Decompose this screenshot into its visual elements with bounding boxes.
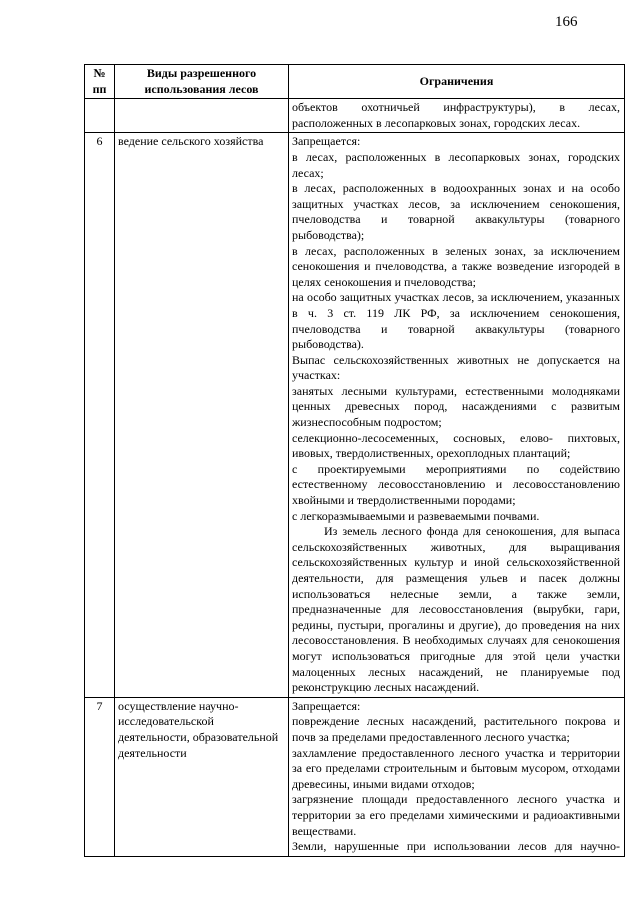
usage-type [115, 99, 289, 133]
header-num: № пп [85, 65, 115, 99]
header-restrictions: Ограничения [289, 65, 625, 99]
restriction-paragraph: в лесах, расположенных в водоохранных зонах и на особо защитных участках лесов, за исключением сенокошения, пчеловодства и товарной аквакультуры (товарного рыбоводства); [292, 181, 620, 242]
restriction-paragraph: Земли, нарушенные при использовании лесов для научно- [292, 839, 620, 854]
header-usage: Виды разрешенного использования лесов [115, 65, 289, 99]
usage-type: ведение сельского хозяйства [115, 133, 289, 697]
row-number: 6 [85, 133, 115, 697]
restrictions-text [289, 99, 625, 133]
restrictions-table [84, 64, 625, 857]
table-row [85, 99, 625, 133]
row-number [85, 99, 115, 133]
restriction-paragraph: Запрещается: [292, 698, 361, 713]
restriction-paragraph: на особо защитных участках лесов, за исключением, указанных в ч. 3 ст. 119 ЛК РФ, за исключением сенокошения, пчеловодства и товарной аквакультуры (товарного рыбоводства). [292, 290, 620, 352]
restriction-paragraph: с проектируемыми мероприятиями по содействию естественному лесовосстановлению и лесовосстановлению хвойными и твердолиственными породами; [292, 461, 620, 508]
page-number: 166 [555, 14, 578, 30]
restriction-paragraph: Выпас сельскохозяйственных животных не допускается на участках: [292, 352, 620, 383]
restriction-paragraph: в лесах, расположенных в зеленых зонах, за исключением сенокошения и пчеловодства, а также возведение изгородей в целях сенокошения и пчеловодства; [292, 243, 620, 289]
usage-type: осуществление научно-исследовательской деятельности, образовательной деятельности [115, 697, 289, 856]
restriction-paragraph: в лесах, расположенных в лесопарковых зонах, городских лесах; [292, 149, 620, 180]
restriction-paragraph: селекционно-лесосеменных, сосновых, елово- пихтовых, ивовых, твердолиственных, орехоплодных плантаций; [292, 430, 620, 461]
restriction-paragraph: Из земель лесного фонда для сенокошения, для выпаса сельскохозяйственных животных, для выращивания сельскохозяйственных культур и иной сельскохозяйственной деятельности, для размещения ульев и пасек должны использоваться нелесные земли, а также земли, предназначенные для лесовосстановления (вырубки, гари, редины, пустыри, прогалины и другие), до проведения на них лесовосстановления. В необходимых случаях для сенокошения могут использоваться пригодные для этой цели участки малоценных лесных насаждений, не планируемые под реконструкцию лесных насаждений. [292, 524, 620, 695]
table-row [85, 697, 625, 856]
restrictions-text [289, 697, 625, 856]
restriction-paragraph: загрязнение площади предоставленного лесного участка и территории за его пределами химическими и радиоактивными веществами. [292, 792, 620, 838]
restriction-paragraph: с легкоразмываемыми и развеваемыми почвами. [292, 508, 540, 523]
row-number: 7 [85, 697, 115, 856]
table-row [85, 133, 625, 697]
restriction-paragraph: повреждение лесных насаждений, растительного покрова и почв за пределами предоставленного лесного участка; [292, 714, 620, 744]
restriction-paragraph: расположенных в лесопарковых зонах, городских лесах. [292, 115, 581, 130]
restriction-paragraph: захламление предоставленного лесного участка и территории за его пределами строительным и бытовым мусором, отходами древесины, иными видами отходов; [292, 745, 620, 791]
table-header-row [85, 65, 625, 99]
restrictions-text [289, 133, 625, 697]
restriction-paragraph: объектов охотничьей инфраструктуры), в лесах, [292, 100, 620, 115]
restriction-paragraph: занятых лесными культурами, естественными молодняками ценных древесных пород, насаждениями с развитым жизнеспособным подростом; [292, 383, 620, 430]
restriction-paragraph: Запрещается: [292, 134, 361, 149]
